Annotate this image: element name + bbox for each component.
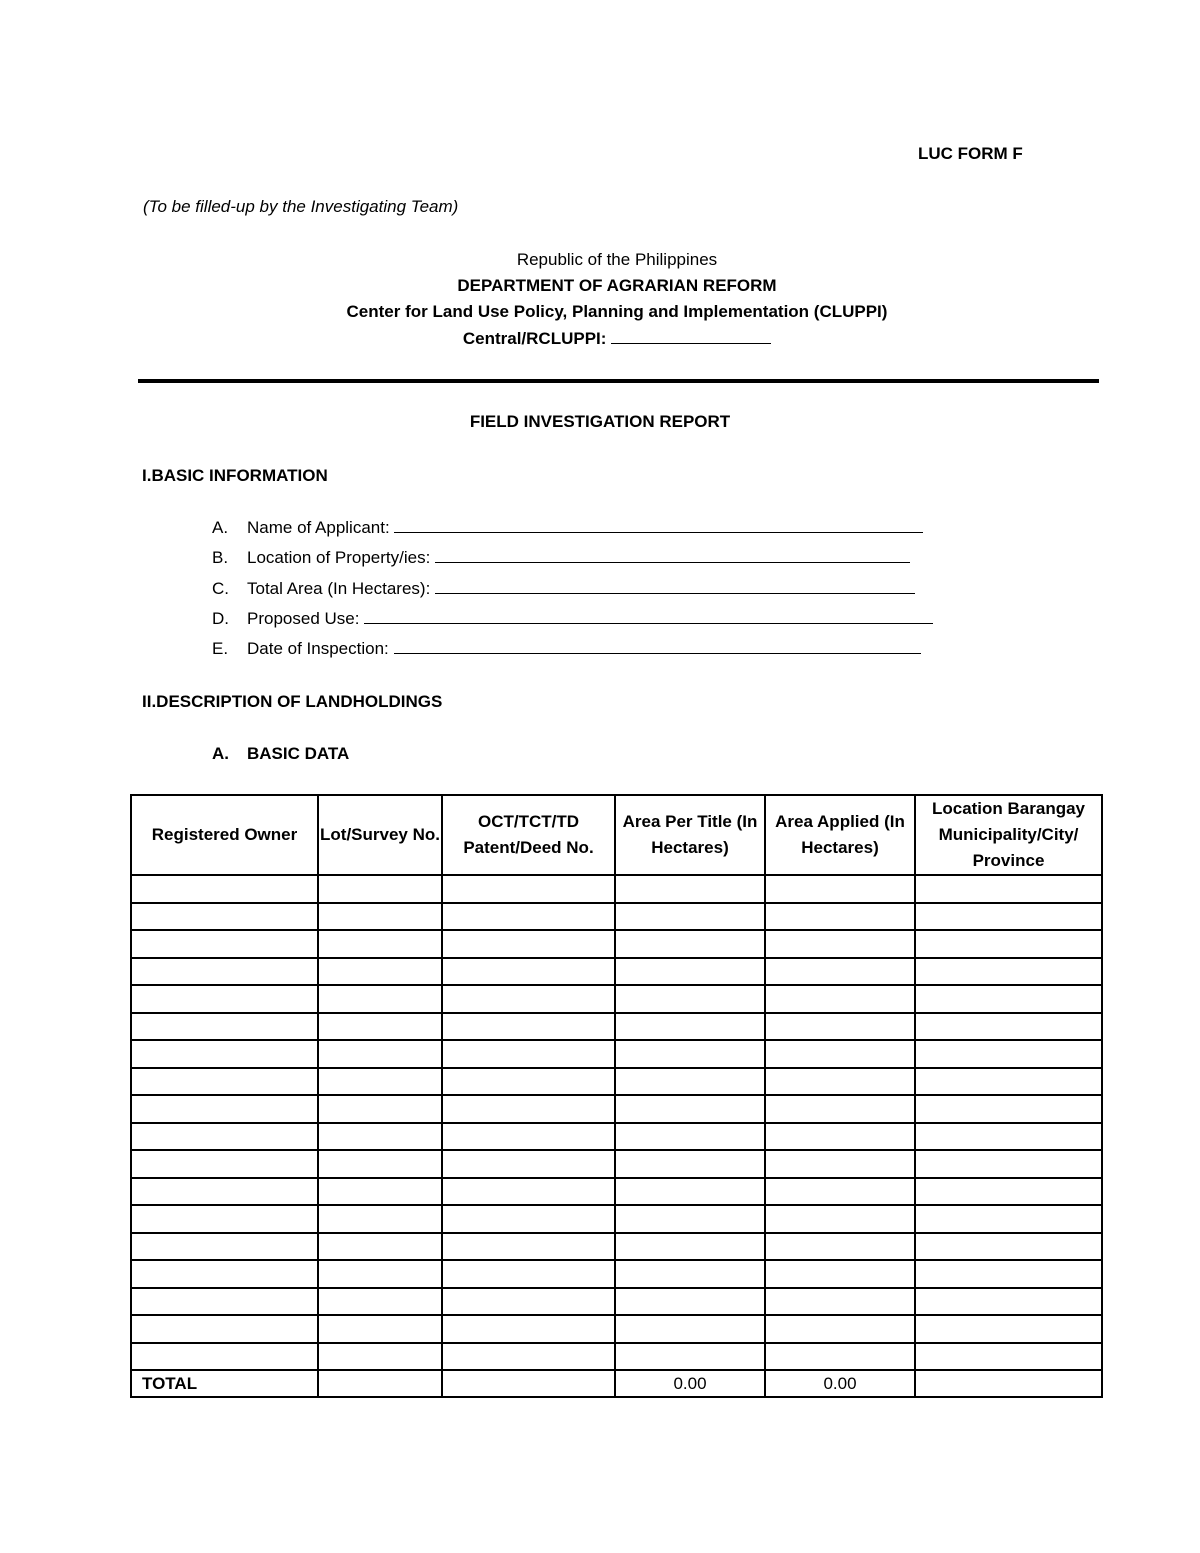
area-applied-cell[interactable] [765,985,915,1013]
property-location-blank[interactable] [435,548,910,563]
lot-cell[interactable] [318,1288,442,1316]
field-label: Proposed Use: [247,609,360,628]
header-center: Center for Land Use Policy, Planning and Implementation (CLUPPI) [346,302,888,321]
table-row [131,1123,1102,1151]
lot-cell[interactable] [318,1178,442,1206]
title-cell[interactable] [442,1205,615,1233]
owner-cell[interactable] [131,1288,318,1316]
table-row [131,1013,1102,1041]
area-per-title-cell[interactable] [615,1040,765,1068]
title-cell[interactable] [442,1150,615,1178]
table-row [131,1150,1102,1178]
area-per-title-cell[interactable] [615,1123,765,1151]
field-date-of-inspection [212,639,921,661]
area-per-title-cell[interactable] [615,903,765,931]
location-cell[interactable] [915,1205,1102,1233]
area-per-title-cell[interactable] [615,985,765,1013]
area-applied-cell[interactable] [765,1260,915,1288]
table-row [131,1233,1102,1261]
title-cell[interactable] [442,1013,615,1041]
landholdings-table [130,794,1103,1398]
area-applied-cell[interactable] [765,1288,915,1316]
lot-cell[interactable] [318,1068,442,1096]
total-label: TOTAL [131,1370,318,1397]
title-cell[interactable] [442,1233,615,1261]
location-cell[interactable] [915,1315,1102,1343]
subsection-title: BASIC DATA [247,744,350,763]
location-cell[interactable] [915,1040,1102,1068]
section-basic-information: I.BASIC INFORMATION [142,466,328,485]
field-label: Date of Inspection: [247,639,389,658]
title-cell[interactable] [442,958,615,986]
header-cluppi-line [0,329,1200,349]
table-row [131,1095,1102,1123]
area-applied-cell[interactable] [765,1233,915,1261]
area-applied-cell[interactable] [765,1095,915,1123]
area-applied-cell[interactable] [765,1123,915,1151]
lot-cell[interactable] [318,1343,442,1371]
title-cell[interactable] [442,1343,615,1371]
area-applied-cell[interactable] [765,1205,915,1233]
area-applied-cell[interactable] [765,958,915,986]
owner-cell[interactable] [131,1205,318,1233]
area-per-title-cell[interactable] [615,1343,765,1371]
field-letter: D. [212,609,229,628]
table-header-row [131,795,1102,875]
owner-cell[interactable] [131,1040,318,1068]
area-applied-cell[interactable] [765,903,915,931]
header-divider [138,379,1099,383]
title-cell[interactable] [442,1315,615,1343]
field-letter: B. [212,548,229,567]
owner-cell[interactable] [131,875,318,903]
subsection-basic-data [212,744,349,764]
table-row [131,1205,1102,1233]
table-row [131,903,1102,931]
header-republic: Republic of the Philippines [516,250,718,269]
area-applied-cell[interactable] [765,1040,915,1068]
area-per-title-cell[interactable] [615,1095,765,1123]
instruction-note: (To be filled-up by the Investigating Team) [143,197,459,216]
lot-cell[interactable] [318,903,442,931]
field-total-area [212,579,915,601]
lot-cell[interactable] [318,1013,442,1041]
area-applied-cell[interactable] [765,1013,915,1041]
title-cell[interactable] [442,1040,615,1068]
area-per-title-cell[interactable] [615,1068,765,1096]
table-row [131,875,1102,903]
area-per-title-cell[interactable] [615,1315,765,1343]
location-cell[interactable] [915,1178,1102,1206]
area-applied-cell[interactable] [765,1343,915,1371]
lot-cell[interactable] [318,1233,442,1261]
location-cell[interactable] [915,1343,1102,1371]
location-cell[interactable] [915,1288,1102,1316]
area-per-title-cell[interactable] [615,958,765,986]
lot-cell[interactable] [318,1040,442,1068]
proposed-use-blank[interactable] [364,609,933,624]
owner-cell[interactable] [131,1260,318,1288]
owner-cell[interactable] [131,930,318,958]
location-cell[interactable] [915,1013,1102,1041]
location-cell[interactable] [915,1233,1102,1261]
col-area-applied: Area Applied (In Hectares) [765,795,915,875]
area-per-title-cell[interactable] [615,1260,765,1288]
title-cell[interactable] [442,985,615,1013]
table-row [131,1288,1102,1316]
location-cell[interactable] [915,1150,1102,1178]
form-code: LUC FORM F [918,144,1023,163]
subsection-letter: A. [212,744,229,763]
area-applied-cell[interactable] [765,1178,915,1206]
field-name-of-applicant [212,518,923,540]
field-letter: C. [212,579,229,598]
field-letter: E. [212,639,229,658]
location-cell[interactable] [915,930,1102,958]
cluppi-blank[interactable] [611,329,771,344]
report-title: FIELD INVESTIGATION REPORT [469,412,731,431]
total-lot-cell[interactable] [318,1370,442,1397]
area-per-title-cell[interactable] [615,1178,765,1206]
section-description-of-landholdings: II.DESCRIPTION OF LANDHOLDINGS [142,692,443,711]
title-cell[interactable] [442,1178,615,1206]
area-applied-cell[interactable] [765,875,915,903]
area-per-title-cell[interactable] [615,930,765,958]
total-row [131,1370,1102,1397]
table-row [131,1178,1102,1206]
col-area-per-title: Area Per Title (In Hectares) [615,795,765,875]
table-row [131,930,1102,958]
lot-cell[interactable] [318,1315,442,1343]
table-row [131,1260,1102,1288]
area-applied-cell[interactable] [765,1150,915,1178]
owner-cell[interactable] [131,958,318,986]
location-cell[interactable] [915,903,1102,931]
owner-cell[interactable] [131,1123,318,1151]
owner-cell[interactable] [131,1343,318,1371]
total-area-per-title: 0.00 [615,1370,765,1397]
owner-cell[interactable] [131,1178,318,1206]
total-title-cell[interactable] [442,1370,615,1397]
area-per-title-cell[interactable] [615,1233,765,1261]
owner-cell[interactable] [131,985,318,1013]
header-department: DEPARTMENT OF AGRARIAN REFORM [457,276,777,295]
table-row [131,1315,1102,1343]
area-applied-cell[interactable] [765,930,915,958]
lot-cell[interactable] [318,875,442,903]
table-row [131,1068,1102,1096]
title-cell[interactable] [442,1068,615,1096]
col-location: Location Barangay Municipality/City/ Province [915,795,1102,875]
title-cell[interactable] [442,1123,615,1151]
field-label: Total Area (In Hectares): [247,579,431,598]
location-cell[interactable] [915,1095,1102,1123]
col-title-deed-no: OCT/TCT/TD Patent/Deed No. [442,795,615,875]
location-cell[interactable] [915,985,1102,1013]
title-cell[interactable] [442,930,615,958]
lot-cell[interactable] [318,1205,442,1233]
lot-cell[interactable] [318,958,442,986]
table-row [131,985,1102,1013]
lot-cell[interactable] [318,1123,442,1151]
location-cell[interactable] [915,1260,1102,1288]
lot-cell[interactable] [318,1150,442,1178]
area-per-title-cell[interactable] [615,1288,765,1316]
lot-cell[interactable] [318,930,442,958]
area-applied-cell[interactable] [765,1315,915,1343]
lot-cell[interactable] [318,1095,442,1123]
inspection-date-blank[interactable] [394,639,921,654]
lot-cell[interactable] [318,1260,442,1288]
field-label: Location of Property/ies: [247,548,431,567]
field-label: Name of Applicant: [247,518,390,537]
owner-cell[interactable] [131,1233,318,1261]
total-area-applied: 0.00 [765,1370,915,1397]
cluppi-label: Central/RCLUPPI: [462,329,607,348]
title-cell[interactable] [442,903,615,931]
area-applied-cell[interactable] [765,1068,915,1096]
lot-cell[interactable] [318,985,442,1013]
title-cell[interactable] [442,1288,615,1316]
title-cell[interactable] [442,875,615,903]
table-row [131,1343,1102,1371]
owner-cell[interactable] [131,1095,318,1123]
owner-cell[interactable] [131,1068,318,1096]
area-per-title-cell[interactable] [615,1150,765,1178]
area-per-title-cell[interactable] [615,1013,765,1041]
table-row [131,958,1102,986]
area-per-title-cell[interactable] [615,1205,765,1233]
location-cell[interactable] [915,875,1102,903]
field-letter: A. [212,518,229,537]
field-location-of-property [212,548,910,570]
owner-cell[interactable] [131,1315,318,1343]
owner-cell[interactable] [131,903,318,931]
owner-cell[interactable] [131,1013,318,1041]
col-lot-survey-no: Lot/Survey No. [318,795,442,875]
owner-cell[interactable] [131,1150,318,1178]
location-cell[interactable] [915,1123,1102,1151]
location-cell[interactable] [915,958,1102,986]
location-cell[interactable] [915,1068,1102,1096]
total-location-cell[interactable] [915,1370,1102,1397]
col-registered-owner: Registered Owner [131,795,318,875]
applicant-name-blank[interactable] [394,518,923,533]
table-row [131,1040,1102,1068]
field-proposed-use [212,609,933,631]
area-per-title-cell[interactable] [615,875,765,903]
total-area-blank[interactable] [435,579,915,594]
title-cell[interactable] [442,1260,615,1288]
title-cell[interactable] [442,1095,615,1123]
